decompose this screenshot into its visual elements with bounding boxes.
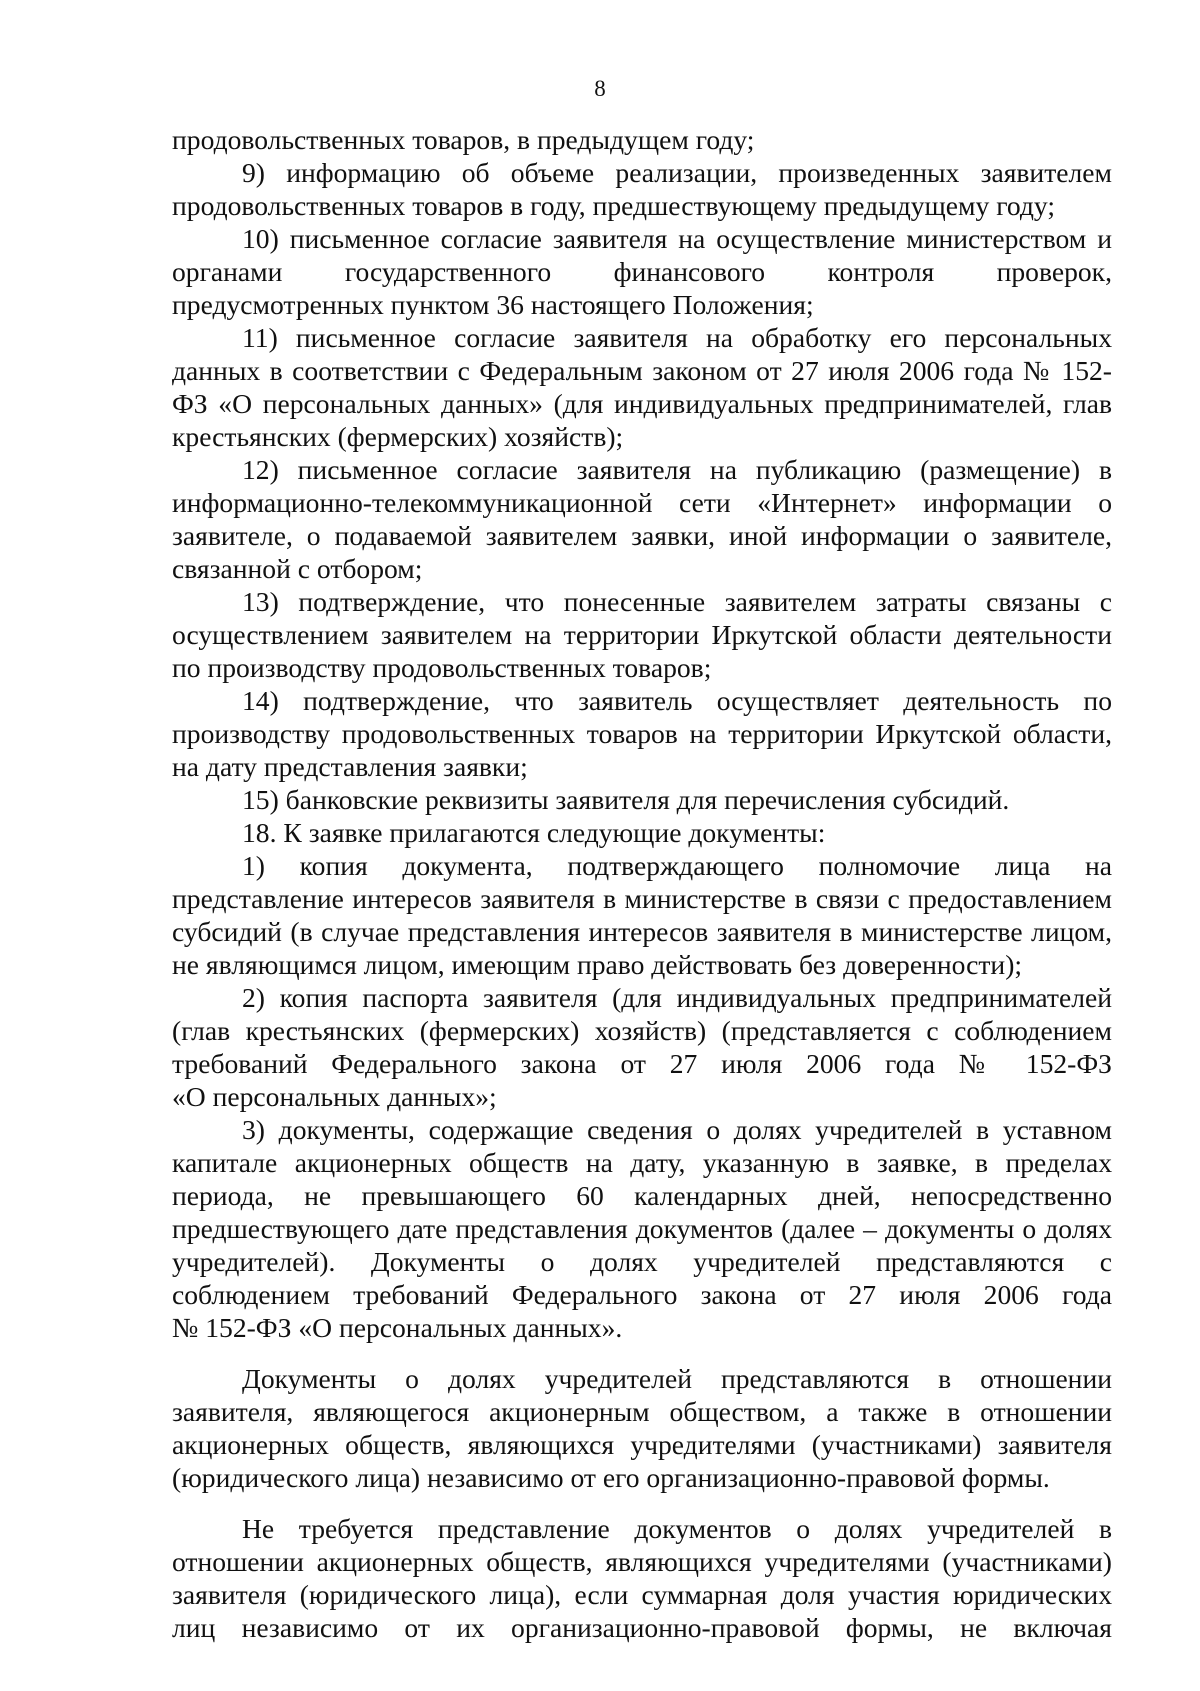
text-line: не являющимся лицом, имеющим право действовать без доверенности); [172, 949, 1023, 980]
text-line: 3) документы, содержащие сведения о долях учредителей в уставном [242, 1114, 1112, 1145]
text-line: информационно-телекоммуникационной сети «Интернет» информации о [172, 487, 1112, 518]
paragraph [172, 156, 1112, 222]
text-line: 11) письменное согласие заявителя на обработку его персональных [242, 322, 1112, 353]
paragraph [172, 783, 1112, 816]
text-line: Документы о долях учредителей представляются в отношении [242, 1363, 1112, 1394]
paragraph [172, 1362, 1112, 1494]
paragraph-gap [172, 1344, 1112, 1362]
text-line: (глав крестьянских (фермерских) хозяйств) (представляется с соблюдением [172, 1015, 1112, 1046]
text-line: № 152-ФЗ «О персональных данных». [172, 1312, 623, 1343]
text-line: 10) письменное согласие заявителя на осуществление министерством и [242, 223, 1112, 254]
paragraph-gap [172, 1494, 1112, 1512]
paragraph [172, 849, 1112, 981]
paragraph [172, 1512, 1112, 1644]
text-line: периода, не превышающего 60 календарных дней, непосредственно [172, 1180, 1112, 1211]
text-line: 14) подтверждение, что заявитель осуществляет деятельность по [242, 685, 1112, 716]
text-line: 1) копия документа, подтверждающего полномочие лица на [242, 850, 1112, 881]
text-line: связанной с отбором; [172, 553, 423, 584]
text-line: осуществлением заявителем на территории Иркутской области деятельности [172, 619, 1112, 650]
text-line: предшествующего дате представления документов (далее – документы о долях [172, 1213, 1112, 1244]
paragraph [172, 981, 1112, 1113]
text-line: на дату представления заявки; [172, 751, 528, 782]
text-line: лиц независимо от их организационно-правовой формы, не включая [172, 1612, 1112, 1643]
paragraph [172, 321, 1112, 453]
text-line: учредителей). Документы о долях учредителей представляются с [172, 1246, 1112, 1277]
paragraph [172, 453, 1112, 585]
text-line: заявителе, о подаваемой заявителем заявки, иной информации о заявителе, [172, 520, 1112, 551]
document-body [172, 123, 1112, 1644]
text-line: представление интересов заявителя в министерстве в связи с предоставлением [172, 883, 1112, 914]
text-line: отношении акционерных обществ, являющихся учредителями (участниками) [172, 1546, 1112, 1577]
text-line: требований Федерального закона от 27 июля 2006 года № 152-ФЗ [172, 1048, 1112, 1079]
text-line: по производству продовольственных товаров; [172, 652, 712, 683]
text-line: производству продовольственных товаров на территории Иркутской области, [172, 718, 1112, 749]
paragraph [172, 585, 1112, 684]
page-number: 8 [594, 76, 606, 101]
text-line: заявителя, являющегося акционерным обществом, а также в отношении [172, 1396, 1112, 1427]
paragraph [172, 684, 1112, 783]
paragraph [172, 816, 1112, 849]
text-line: продовольственных товаров в году, предшествующему предыдущему году; [172, 190, 1055, 221]
text-line: крестьянских (фермерских) хозяйств); [172, 421, 624, 452]
text-line: органами государственного финансового контроля проверок, [172, 256, 1112, 287]
text-line: данных в соответствии с Федеральным законом от 27 июля 2006 года № 152- [172, 355, 1112, 386]
text-line: 2) копия паспорта заявителя (для индивидуальных предпринимателей [242, 982, 1112, 1013]
paragraph [172, 1113, 1112, 1344]
paragraph [172, 222, 1112, 321]
text-line: Не требуется представление документов о долях учредителей в [242, 1513, 1112, 1544]
text-line: предусмотренных пунктом 36 настоящего Положения; [172, 289, 814, 320]
text-line: (юридического лица) независимо от его организационно-правовой формы. [172, 1462, 1050, 1493]
text-line: 9) информацию об объеме реализации, произведенных заявителем [242, 157, 1112, 188]
paragraph [172, 123, 1112, 156]
text-line: заявителя (юридического лица), если суммарная доля участия юридических [172, 1579, 1112, 1610]
text-line: капитале акционерных обществ на дату, указанную в заявке, в пределах [172, 1147, 1112, 1178]
text-line: продовольственных товаров, в предыдущем году; [172, 124, 755, 155]
text-line: 18. К заявке прилагаются следующие документы: [242, 817, 826, 848]
text-line: соблюдением требований Федерального закона от 27 июля 2006 года [172, 1279, 1112, 1310]
text-line: 12) письменное согласие заявителя на публикацию (размещение) в [242, 454, 1112, 485]
text-line: 13) подтверждение, что понесенные заявителем затраты связаны с [242, 586, 1112, 617]
text-line: «О персональных данных»; [172, 1081, 497, 1112]
text-line: субсидий (в случае представления интересов заявителя в министерстве лицом, [172, 916, 1112, 947]
text-line: акционерных обществ, являющихся учредителями (участниками) заявителя [172, 1429, 1112, 1460]
text-line: ФЗ «О персональных данных» (для индивидуальных предпринимателей, глав [172, 388, 1112, 419]
text-line: 15) банковские реквизиты заявителя для перечисления субсидий. [242, 784, 1010, 815]
